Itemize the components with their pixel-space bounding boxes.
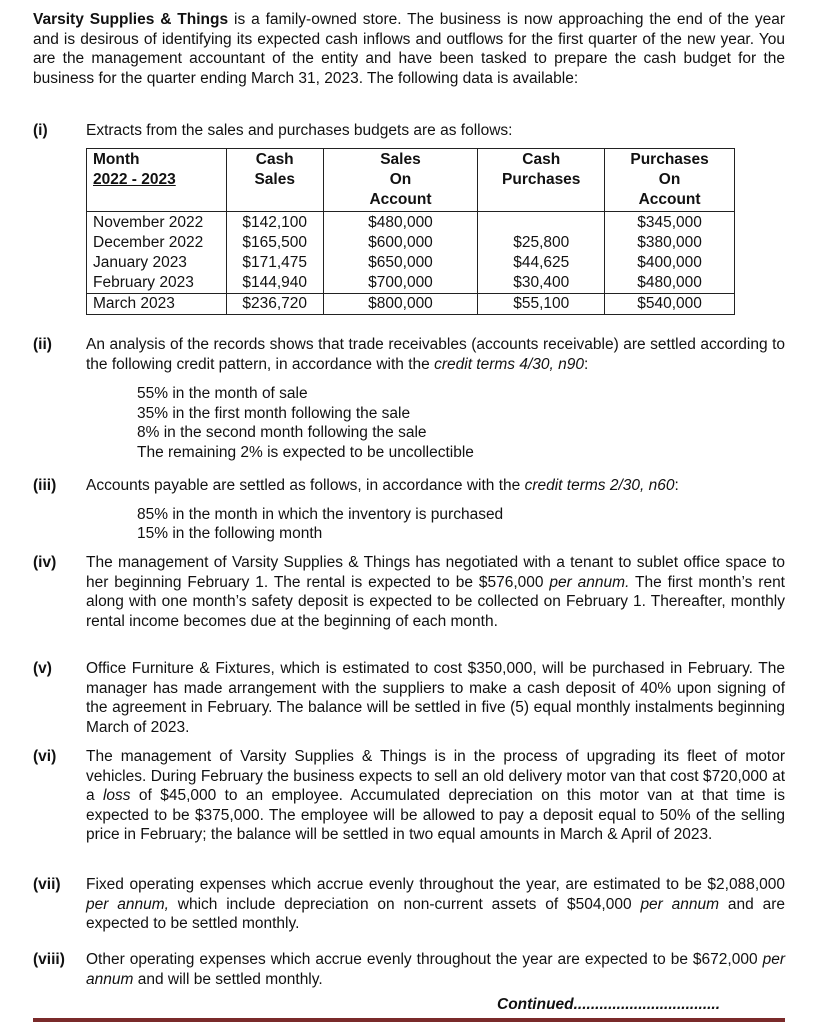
header-month: [87, 149, 227, 212]
header-purchases-on-account: [605, 149, 735, 212]
per-annum: per annum: [640, 895, 720, 913]
header-month-label: Month: [93, 151, 140, 168]
list-item: 55% in the month of sale: [137, 385, 308, 403]
item-text-part: Other operating expenses which accrue evenly throughout the year are expected to be $672,000: [86, 951, 763, 968]
item-vii: [33, 875, 785, 934]
bottom-divider: [33, 1018, 785, 1022]
list-item: 15% in the following month: [137, 525, 323, 543]
header-text: Cash: [255, 151, 294, 168]
credit-terms: credit terms 2/30, n60: [524, 477, 675, 494]
item-text: [86, 875, 785, 934]
cell-cash-purchases: $44,625: [478, 253, 605, 273]
item-vi: [33, 747, 785, 845]
cell-month: February 2023: [87, 273, 227, 294]
item-i: [33, 121, 785, 141]
header-text: Purchases: [630, 151, 709, 168]
header-month-years: 2022 - 2023: [93, 171, 176, 188]
intro-paragraph: [33, 10, 785, 88]
header-cash-purchases: [478, 149, 605, 212]
header-text: Sales: [254, 171, 295, 188]
continued-label: Continued..................................: [497, 996, 721, 1013]
item-number: (iv): [33, 554, 57, 571]
item-viii: [33, 950, 785, 989]
item-number: (ii): [33, 336, 52, 353]
item-number: (v): [33, 660, 52, 677]
cell-cash-purchases: $25,800: [478, 233, 605, 253]
cell-purchases-on-account: $400,000: [605, 253, 735, 273]
cell-sales-on-account: $480,000: [323, 212, 478, 234]
per-annum: per annum,: [86, 895, 169, 913]
table-row: [87, 212, 735, 234]
item-text: [86, 950, 785, 989]
table-row: [87, 273, 735, 294]
cell-cash-purchases: [478, 212, 605, 234]
cell-sales-on-account: $800,000: [323, 294, 478, 315]
item-number: (viii): [33, 951, 65, 968]
item-text-part: of $45,000 to an employee. Accumulated depreciation on this motor van at that time is expected to be $375,000. The employee will be allowed to pay a deposit equal to 50% of the selling price in February; the balance will be settled in two equal amounts in March & April of 2023.: [86, 787, 785, 844]
cell-sales-on-account: $600,000: [323, 233, 478, 253]
business-name: Varsity Supplies & Things: [33, 11, 229, 28]
cell-month: December 2022: [87, 233, 227, 253]
item-text-part: The management of Varsity Supplies & Things has negotiated with a tenant to sublet office space to her beginning February 1. The rental is expected to be $576,000: [86, 554, 785, 591]
header-text: Account: [369, 191, 432, 208]
cell-cash-sales: $142,100: [226, 212, 323, 234]
table-row: [87, 294, 735, 315]
item-text: [86, 335, 785, 374]
cell-cash-sales: $171,475: [226, 253, 323, 273]
cell-sales-on-account: $700,000: [323, 273, 478, 294]
budget-table: [86, 148, 735, 315]
item-v: [33, 659, 785, 737]
header-text: Purchases: [502, 171, 581, 188]
cell-month: January 2023: [87, 253, 227, 273]
cell-month: November 2022: [87, 212, 227, 234]
item-text: [86, 476, 785, 496]
header-text: On: [658, 171, 681, 188]
header-cash-sales: [226, 149, 323, 212]
header-sales-on-account: [323, 149, 478, 212]
list-item: 35% in the first month following the sale: [137, 404, 411, 422]
intro-text: is a family-owned store. The business is now approaching the end of the year and is desirous of identifying its expected cash inflows and outflows for the first quarter of the new year. You are the management accountant of the entity and have been tasked to prepare the cash budget for the business for the quarter ending March 31, 2023. The following data is available:: [33, 11, 786, 87]
item-text-part: which include depreciation on non-current assets of $504,000: [168, 895, 641, 913]
item-text: [86, 553, 785, 631]
item-text-part: The management of Varsity Supplies & Things is in the process of upgrading its fleet of motor vehicles. During February the business expects to sell an old delivery motor van that cost $720,000 at a: [86, 748, 785, 805]
table-row: [87, 233, 735, 253]
item-number: (vii): [33, 876, 61, 893]
cell-purchases-on-account: $480,000: [605, 273, 735, 294]
item-text-part: :: [674, 477, 679, 494]
item-iii: [33, 476, 785, 544]
per-annum: per annum: [86, 951, 785, 988]
item-number: (i): [33, 122, 48, 139]
item-text: Office Furniture & Fixtures, which is estimated to cost $350,000, will be purchased in February. The manager has made arrangement with the suppliers to make a cash deposit of 40% upon signing of the agreement in February. The balance will be settled in five (5) equal monthly instalments beginning March of 2023.: [86, 660, 785, 736]
credit-pattern-list: [137, 384, 785, 462]
item-ii: [33, 335, 785, 463]
item-number: (vi): [33, 748, 57, 765]
list-item: 85% in the month in which the inventory is purchased: [137, 505, 504, 523]
cell-purchases-on-account: $345,000: [605, 212, 735, 234]
cell-cash-sales: $144,940: [226, 273, 323, 294]
item-number: (iii): [33, 477, 57, 494]
item-text: [86, 747, 785, 845]
item-iv: [33, 553, 785, 631]
cell-sales-on-account: $650,000: [323, 253, 478, 273]
cell-cash-sales: $236,720: [226, 294, 323, 315]
table-row: [87, 253, 735, 273]
table-header-row: [87, 149, 735, 212]
list-item: The remaining 2% is expected to be uncollectible: [137, 443, 474, 461]
item-text-part: The first month’s rent along with one month’s safety deposit is expected to be collected on February 1. Thereafter, monthly rental income becomes due at the beginning of each month.: [86, 573, 785, 630]
item-text-part: and will be settled monthly.: [133, 970, 323, 988]
item-text-part: and are expected to be settled monthly.: [86, 895, 785, 933]
cell-cash-sales: $165,500: [226, 233, 323, 253]
cell-cash-purchases: $30,400: [478, 273, 605, 294]
header-text: On: [389, 171, 412, 188]
payment-pattern-list: [137, 505, 785, 544]
header-text: Cash: [522, 151, 561, 168]
cell-purchases-on-account: $540,000: [605, 294, 735, 315]
cell-cash-purchases: $55,100: [478, 294, 605, 315]
item-text: Extracts from the sales and purchases budgets are as follows:: [86, 122, 513, 139]
credit-terms: credit terms 4/30, n90: [434, 355, 585, 373]
item-text-part: An analysis of the records shows that trade receivables (accounts receivable) are settled according to the following credit pattern, in accordance with the: [86, 336, 785, 373]
header-text: Account: [638, 191, 701, 208]
loss-word: loss: [102, 787, 131, 805]
per-annum: per annum.: [549, 573, 630, 591]
list-item: 8% in the second month following the sale: [137, 424, 427, 442]
cell-purchases-on-account: $380,000: [605, 233, 735, 253]
cell-month: March 2023: [87, 294, 227, 315]
header-text: Sales: [380, 151, 421, 168]
item-text-part: Accounts payable are settled as follows, in accordance with the: [86, 477, 525, 494]
item-text-part: Fixed operating expenses which accrue evenly throughout the year, are estimated to be $2,088,000: [86, 876, 785, 893]
item-text-part: :: [584, 355, 589, 373]
